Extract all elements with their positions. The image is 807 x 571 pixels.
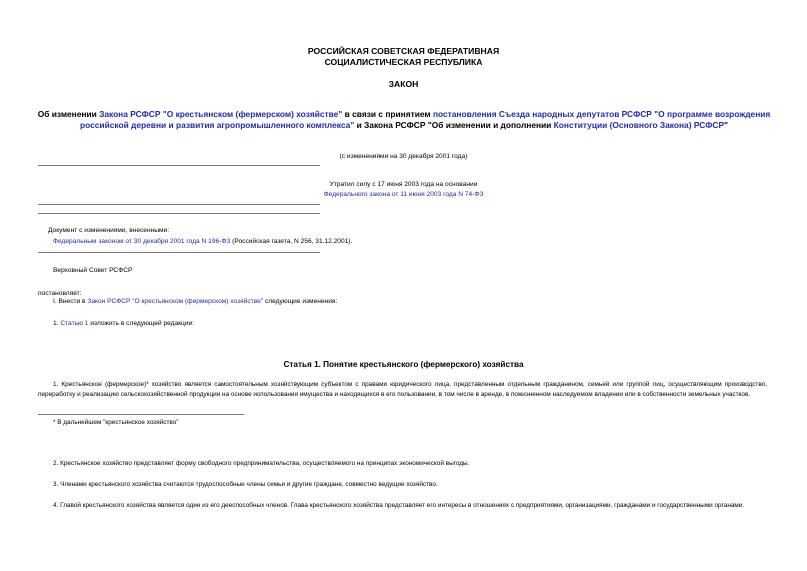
issuer: Верховный Совет РСФСР [53, 267, 133, 274]
amendments-note: (с изменениями на 30 декабря 2001 года) [339, 153, 468, 160]
document-type: ЗАКОН [388, 79, 419, 89]
section-i [53, 297, 337, 306]
header-country-line2: СОЦИАЛИСТИЧЕСКАЯ РЕСПУБЛИКА [324, 57, 483, 67]
title-link-farm-law[interactable]: Закона РСФСР "О крестьянском (фермерском) хозяйстве" [99, 109, 343, 119]
section-i-law-link[interactable]: Закон РСФСР "О крестьянском (фермерском) хозяйстве" [87, 298, 264, 305]
divider [38, 213, 320, 214]
divider [38, 204, 320, 205]
section-i-suffix: следующие изменения: [263, 298, 338, 305]
title-text-1: Об изменении [37, 109, 100, 119]
paragraph-1: 1. Крестьянское (фермерское)* хозяйство является самостоятельным хозяйствующим субъектом с правами юридического лица, представленным отдельным гражданином, семьей или группой лиц, осуществляющим производство, переработку и реализацию сельскохозяйственной продукции на основе использования имущества и находящихся в его пользовании, в том числе в аренде, в пожизненном наследуемом владении или в собственности земельных участков. [38, 381, 767, 398]
divider [38, 252, 320, 253]
document-title [34, 109, 774, 131]
repeal-note: Утратил силу с 17 июня 2003 года на основании [329, 181, 478, 188]
paragraph-3: 3. Членами крестьянского хозяйства считаются трудоспособные члены семьи и другие граждане, совместно ведущие хозяйство. [53, 481, 438, 488]
divider [38, 165, 320, 166]
title-link-constitution[interactable]: Конституции (Основного Закона) РСФСР [553, 120, 725, 130]
changes-publication: (Российская газета, N 256, 31.12.2001). [230, 238, 353, 245]
repeal-law-link[interactable]: Федерального закона от 11 июня 2003 года N 74-ФЗ [323, 191, 484, 198]
header-country-line1: РОССИЙСКАЯ СОВЕТСКАЯ ФЕДЕРАТИВНАЯ [307, 46, 500, 56]
paragraph-2: 2. Крестьянское хозяйство представляет форму свободного предпринимательства, осуществляемого на принципах экономической выгоды. [53, 460, 470, 467]
item-1-suffix: изложить в следующей редакции: [88, 320, 195, 327]
changes-law-link[interactable]: Федеральным законом от 30 декабря 2001 года N 196-ФЗ [53, 238, 231, 245]
item-1-prefix: 1. [53, 320, 61, 327]
footnote-divider [38, 414, 244, 415]
article-title: Статья 1. Понятие крестьянского (фермерского) хозяйства [283, 360, 524, 369]
section-i-prefix: I. Внести в [53, 298, 88, 305]
footnote: * В дальнейшем "крестьянское хозяйство" [53, 419, 179, 426]
item-1-article-link[interactable]: Статью 1 [60, 320, 89, 327]
title-link-congress-resolution[interactable]: постановления Съезда народных депутатов РСФСР "О программе возрождения российской деревни и развития агропромышленного комплекса" [79, 109, 771, 130]
item-1 [53, 319, 194, 328]
changes-source [53, 237, 352, 246]
title-text-3: и Закона РСФСР "Об изменении и дополнении [354, 120, 554, 130]
title-text-2: в связи с принятием [342, 109, 433, 119]
title-text-4: " [724, 120, 729, 130]
paragraph-4: 4. Главой крестьянского хозяйства является один из его дееспособных членов. Глава крестьянского хозяйства представляет его интересы в отношениях с предприятиями, организациями, гражданами и государственными органами. [53, 502, 745, 509]
resolves-label: постановляет: [38, 290, 82, 297]
changes-label: Документ с изменениями, внесенными: [48, 227, 170, 234]
